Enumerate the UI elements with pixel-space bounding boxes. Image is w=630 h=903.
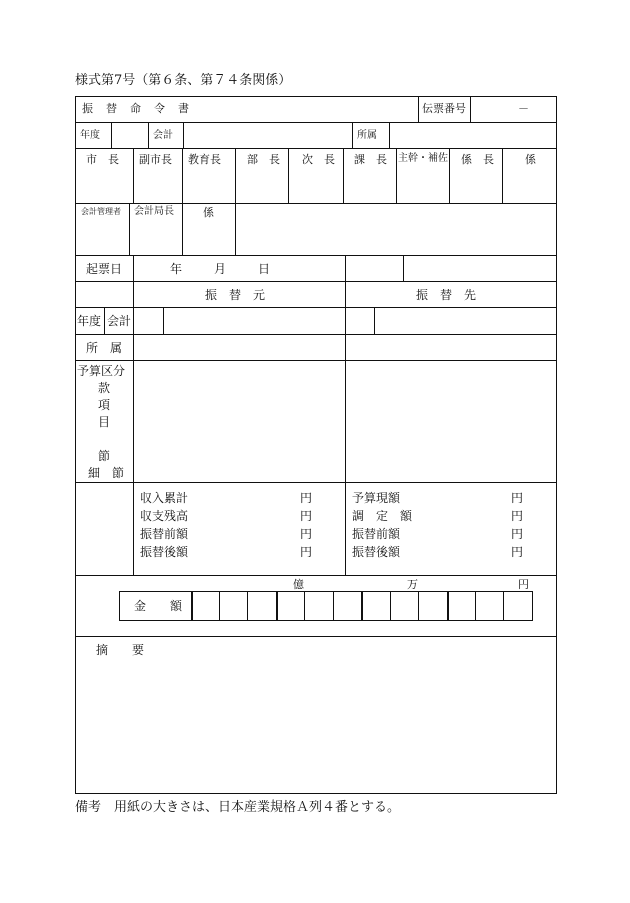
yen-from-1: 円 — [300, 491, 313, 505]
approver-section-chief: 課 長 — [354, 153, 387, 166]
dept-row-label: 所 属 — [86, 341, 123, 355]
yen-from-4: 円 — [300, 545, 313, 559]
yen-from-3: 円 — [300, 527, 313, 541]
approver-director: 部 長 — [247, 153, 280, 166]
row-year-label: 年度 — [77, 314, 102, 328]
amount-from-1: 収入累計 — [140, 491, 189, 505]
approver-education-chief: 教育長 — [188, 153, 221, 166]
yen-to-1: 円 — [511, 491, 524, 505]
budget-setsu-label: 節 — [98, 449, 111, 463]
note: 備考 用紙の大きさは、日本産業規格Ａ列４番とする。 — [75, 800, 401, 815]
unit-oku: 億 — [293, 578, 304, 591]
budget-saisetsu-label: 細 節 — [88, 466, 125, 480]
approver-mayor: 市 長 — [86, 153, 119, 166]
year-label: 年度 — [80, 130, 100, 141]
budget-moku-label: 目 — [98, 415, 111, 429]
approver-accounting-bureau-chief: 会計局長 — [134, 206, 174, 217]
approver-vice-mayor: 副市長 — [139, 153, 172, 166]
amount-from-4: 振替後額 — [140, 545, 189, 559]
budget-category-label: 予算区分 — [77, 364, 126, 378]
row-account-label: 会計 — [107, 314, 132, 328]
amount-label: 金 額 — [134, 599, 183, 613]
date-day: 日 — [258, 262, 271, 276]
account-label: 会計 — [153, 130, 173, 141]
approver-deputy-director: 次 長 — [302, 153, 335, 166]
dept-label: 所属 — [357, 130, 377, 141]
approver-assistant: 主幹・補佐 — [398, 153, 448, 164]
approver-clerk: 係 — [525, 153, 536, 166]
slip-number-value[interactable]: － — [518, 102, 529, 115]
unit-en: 円 — [518, 578, 529, 591]
date-year: 年 — [170, 262, 183, 276]
document-name: 振 替 命 令 書 — [82, 102, 190, 115]
date-month: 月 — [214, 262, 227, 276]
approver-accounting-manager: 会計管理者 — [81, 207, 121, 216]
transfer-to-label: 振 替 先 — [416, 288, 477, 302]
date-label: 起票日 — [86, 262, 123, 276]
amount-from-2: 収支残高 — [140, 509, 189, 523]
transfer-from-label: 振 替 元 — [205, 288, 266, 302]
amount-to-2: 調 定 額 — [352, 509, 413, 523]
budget-kan-label: 款 — [98, 381, 111, 395]
slip-number-label: 伝票番号 — [422, 102, 466, 115]
form-title: 様式第7号（第６条、第７４条関係） — [75, 73, 292, 88]
budget-kou-label: 項 — [98, 398, 111, 412]
amount-to-4: 振替後額 — [352, 545, 401, 559]
summary-label: 摘 要 — [96, 643, 145, 657]
approver-chief-clerk: 係 長 — [461, 153, 494, 166]
amount-to-3: 振替前額 — [352, 527, 401, 541]
amount-to-1: 予算現額 — [352, 491, 401, 505]
yen-to-4: 円 — [511, 545, 524, 559]
approver-accounting-clerk: 係 — [203, 206, 214, 219]
yen-to-3: 円 — [511, 527, 524, 541]
yen-to-2: 円 — [511, 509, 524, 523]
yen-from-2: 円 — [300, 509, 313, 523]
amount-from-3: 振替前額 — [140, 527, 189, 541]
unit-man: 万 — [407, 578, 418, 591]
form-frame — [75, 96, 557, 794]
